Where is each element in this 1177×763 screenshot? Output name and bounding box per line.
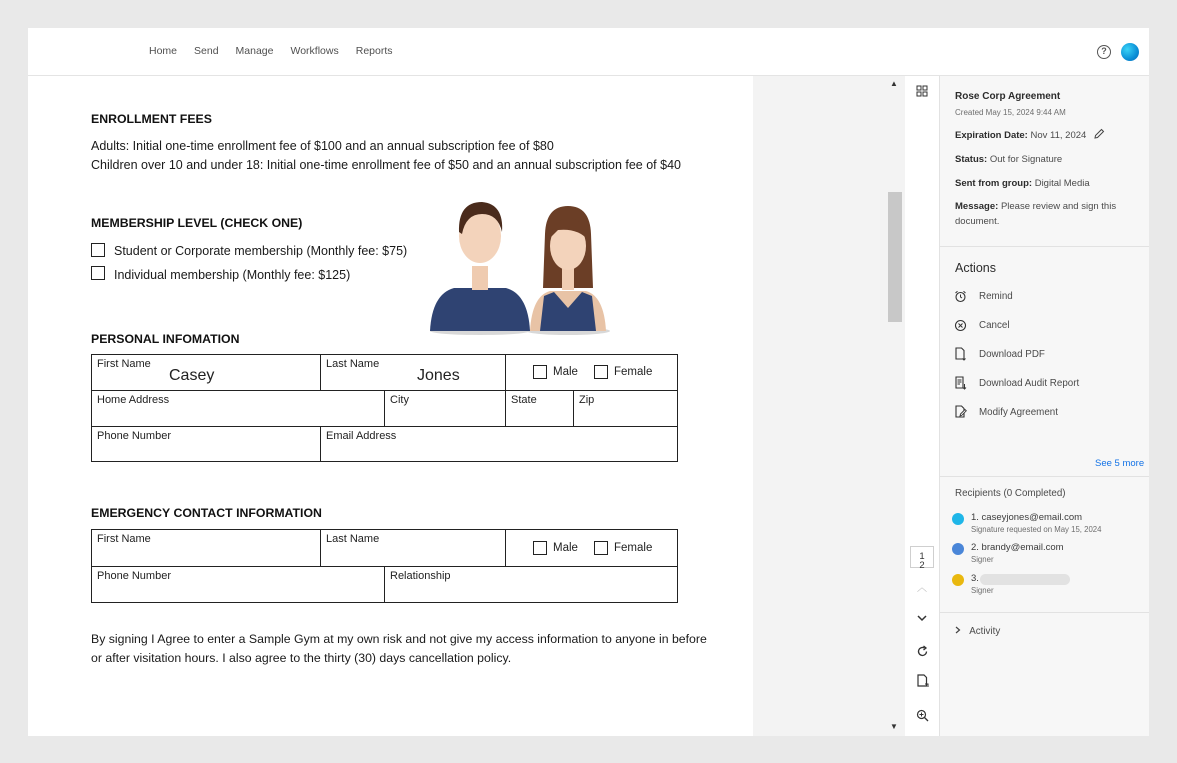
nav-home[interactable]: Home xyxy=(149,45,178,57)
male-checkbox[interactable] xyxy=(533,365,547,379)
activity-label: Activity xyxy=(969,626,1001,637)
recipient-3-name: 3. xyxy=(971,573,979,584)
activity-toggle[interactable] xyxy=(955,626,1000,637)
emergency-heading: EMERGENCY CONTACT INFORMATION xyxy=(91,506,322,520)
expiration-row xyxy=(955,128,1105,143)
first-name-field[interactable] xyxy=(92,355,321,391)
expiration-label: Expiration Date: xyxy=(955,130,1028,141)
nav-send[interactable]: Send xyxy=(194,45,219,57)
scroll-down-arrow-icon[interactable]: ▼ xyxy=(890,722,898,731)
help-icon[interactable]: ? xyxy=(1097,45,1111,59)
people-illustration xyxy=(428,196,618,336)
status-label: Status: xyxy=(955,154,988,165)
membership-checkbox-1[interactable] xyxy=(91,243,105,257)
top-nav xyxy=(28,28,1149,76)
agreement-title: Rose Corp Agreement xyxy=(955,91,1061,102)
panel-divider-3 xyxy=(940,612,1149,613)
nav-manage[interactable]: Manage xyxy=(235,45,274,57)
message-row xyxy=(955,201,1116,212)
message-label: Message: xyxy=(955,201,999,212)
panel-divider-2 xyxy=(940,476,1149,477)
last-name-field[interactable] xyxy=(321,355,506,391)
action-download-audit[interactable] xyxy=(952,374,1079,392)
rotate-icon[interactable] xyxy=(913,645,931,663)
fit-page-icon[interactable] xyxy=(913,674,931,692)
redacted-email-bar xyxy=(980,574,1070,585)
group-label: Sent from group: xyxy=(955,178,1033,189)
recipient-1-avatar xyxy=(952,513,964,525)
group-value: Digital Media xyxy=(1034,178,1090,189)
email-field[interactable] xyxy=(321,427,677,461)
action-cancel-label: Cancel xyxy=(979,319,1010,331)
page-1-button[interactable]: 1 xyxy=(910,546,934,568)
home-address-label: Home Address xyxy=(97,394,170,406)
home-address-field[interactable] xyxy=(92,391,385,427)
created-date: Created May 15, 2024 9:44 AM xyxy=(955,108,1066,117)
agreement-panel xyxy=(939,76,1149,736)
enrollment-line-2: Children over 10 and under 18: Initial one-time enrollment fee of $50 and an annual subscription fee of $40 xyxy=(91,158,681,172)
nav-workflows[interactable]: Workflows xyxy=(290,45,339,57)
actions-heading: Actions xyxy=(955,261,996,275)
recipient-2-avatar xyxy=(952,543,964,555)
thumbnails-grid-icon[interactable] xyxy=(913,84,931,102)
city-label: City xyxy=(390,394,409,406)
message-value-1: Please review and sign this xyxy=(1000,201,1117,212)
emergency-first-name-label: First Name xyxy=(97,533,151,545)
phone-label: Phone Number xyxy=(97,430,171,442)
emergency-female-label: Female xyxy=(614,542,653,554)
female-label: Female xyxy=(614,366,653,378)
page-up-chevron-icon[interactable]: ︿ xyxy=(917,583,927,594)
state-label: State xyxy=(511,394,537,406)
audit-report-icon xyxy=(952,375,968,391)
app-window xyxy=(28,28,1149,736)
group-row xyxy=(955,178,1090,189)
document-view xyxy=(28,76,753,736)
membership-option-2: Individual membership (Monthly fee: $125) xyxy=(114,268,351,282)
recipient-1-status: Signature requested on May 15, 2024 xyxy=(971,525,1102,534)
emergency-phone-field[interactable] xyxy=(92,567,385,602)
action-download-pdf-label: Download PDF xyxy=(979,348,1045,360)
action-download-pdf[interactable] xyxy=(952,345,1045,363)
last-name-label: Last Name xyxy=(326,358,380,370)
nav-reports[interactable]: Reports xyxy=(355,45,393,57)
last-name-value: Jones xyxy=(417,367,460,384)
download-pdf-icon xyxy=(952,346,968,362)
action-remind-label: Remind xyxy=(979,290,1013,302)
state-field[interactable] xyxy=(506,391,574,427)
male-label: Male xyxy=(553,366,578,378)
enrollment-line-1: Adults: Initial one-time enrollment fee of $100 and an annual subscription fee of $80 xyxy=(91,139,554,153)
zip-label: Zip xyxy=(579,394,595,406)
agreement-line-2: or after visitation hours. I also agree to the thirty (30) days cancellation policy. xyxy=(91,651,512,665)
emergency-last-name-label: Last Name xyxy=(326,533,380,545)
page-down-chevron-icon[interactable] xyxy=(913,609,931,627)
message-value-2: document. xyxy=(955,216,1000,227)
emergency-phone-label: Phone Number xyxy=(97,570,171,582)
zoom-in-icon[interactable] xyxy=(913,709,931,727)
alarm-clock-icon xyxy=(952,288,968,304)
emergency-first-name-field[interactable] xyxy=(92,530,321,567)
status-value: Out for Signature xyxy=(989,154,1063,165)
emergency-contact-table xyxy=(91,529,678,603)
modify-document-icon xyxy=(952,404,968,420)
action-modify-label: Modify Agreement xyxy=(979,406,1058,418)
chevron-right-icon xyxy=(955,626,961,637)
first-name-value: Casey xyxy=(169,367,215,384)
recipient-3-status: Signer xyxy=(971,586,994,595)
emergency-male-checkbox[interactable] xyxy=(533,541,547,555)
enrollment-heading: ENROLLMENT FEES xyxy=(91,112,212,126)
membership-checkbox-2[interactable] xyxy=(91,266,105,280)
edit-pencil-icon[interactable] xyxy=(1093,128,1105,143)
see-more-link[interactable]: See 5 more xyxy=(1095,458,1145,469)
page-2-button[interactable]: 2 xyxy=(919,560,925,571)
personal-heading: PERSONAL INFOMATION xyxy=(91,332,240,346)
first-name-label: First Name xyxy=(97,358,151,370)
personal-info-table xyxy=(91,354,678,462)
membership-option-1: Student or Corporate membership (Monthly fee: $75) xyxy=(114,244,408,258)
document-gutter xyxy=(753,76,905,736)
relationship-label: Relationship xyxy=(390,570,451,582)
female-checkbox[interactable] xyxy=(594,365,608,379)
panel-divider xyxy=(940,246,1149,247)
tools-column xyxy=(905,76,939,736)
emergency-last-name-field[interactable] xyxy=(321,530,506,567)
email-label: Email Address xyxy=(326,430,397,442)
phone-field[interactable] xyxy=(92,427,321,461)
avatar[interactable] xyxy=(1121,43,1139,61)
scroll-up-arrow-icon[interactable]: ▲ xyxy=(890,79,898,88)
emergency-male-label: Male xyxy=(553,542,578,554)
relationship-field[interactable] xyxy=(385,567,677,602)
recipient-3-avatar xyxy=(952,574,964,586)
membership-heading: MEMBERSHIP LEVEL (CHECK ONE) xyxy=(91,216,303,230)
recipients-heading: Recipients (0 Completed) xyxy=(955,488,1066,499)
recipient-2-status: Signer xyxy=(971,555,994,564)
expiration-value: Nov 11, 2024 xyxy=(1030,130,1087,141)
gender-field xyxy=(506,355,677,391)
action-download-audit-label: Download Audit Report xyxy=(979,377,1080,389)
cancel-circle-icon xyxy=(952,317,968,333)
agreement-line-1: By signing I Agree to enter a Sample Gym at my own risk and not give my access information to anyone in before xyxy=(91,632,707,646)
action-remind[interactable] xyxy=(952,287,1013,305)
emergency-gender-field xyxy=(506,530,677,567)
emergency-female-checkbox[interactable] xyxy=(594,541,608,555)
action-modify[interactable] xyxy=(952,403,1058,421)
recipient-2-name: 2. brandy@email.com xyxy=(971,542,1064,553)
recipient-1-name: 1. caseyjones@email.com xyxy=(971,512,1083,523)
zip-field[interactable] xyxy=(574,391,677,427)
action-cancel[interactable] xyxy=(952,316,1010,334)
scrollbar-thumb[interactable] xyxy=(888,192,902,322)
city-field[interactable] xyxy=(385,391,506,427)
nav-links xyxy=(149,45,393,57)
status-row xyxy=(955,154,1062,165)
